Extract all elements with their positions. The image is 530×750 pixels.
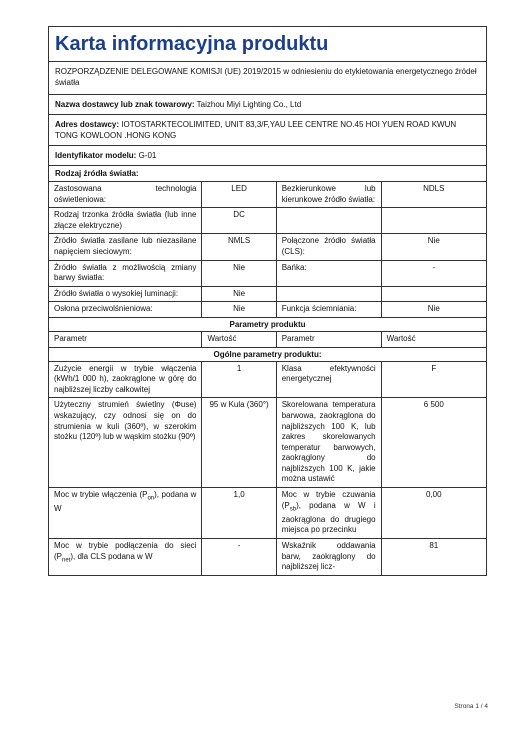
value-cell: F bbox=[381, 362, 486, 398]
address-value: IOTOSTARKTECOLIMITED, UNIT 83,3/F,YAU LEE CENTRE NO.45 HOI YUEN ROAD KWUN TONG KOWLOON .HONG KONG bbox=[55, 120, 457, 140]
column-header: Wartość bbox=[381, 332, 486, 347]
supplier-row bbox=[49, 95, 486, 115]
value-cell: Nie bbox=[202, 260, 276, 286]
model-value: G-01 bbox=[138, 151, 157, 160]
value-cell: DC bbox=[202, 208, 276, 234]
column-header: Parametr bbox=[49, 332, 202, 347]
supplier-value: Taizhou Miyi Lighting Co., Ltd bbox=[196, 100, 302, 109]
value-cell: 0,00 bbox=[381, 488, 486, 539]
address-label: Adres dostawcy: bbox=[55, 120, 120, 129]
value-cell: Nie bbox=[381, 302, 486, 317]
value-cell: 1 bbox=[202, 362, 276, 398]
value-cell: 1,0 bbox=[202, 488, 276, 539]
general-params-header: Ogólne parametry produktu: bbox=[49, 348, 486, 362]
value-cell: NDLS bbox=[381, 182, 486, 208]
table-row bbox=[49, 362, 486, 398]
param-cell: Wskaźnik oddawania barw, zaokrąglony do najbliższej licz- bbox=[276, 539, 381, 575]
supplier-label: Nazwa dostawcy lub znak towarowy: bbox=[55, 100, 195, 109]
table-row bbox=[49, 182, 486, 208]
value-cell: 81 bbox=[381, 539, 486, 575]
table-header-row bbox=[49, 332, 486, 347]
param-cell: Klasa efektywności energetycznej bbox=[276, 362, 381, 398]
param-cell: Źródło światła zasilane lub niezasilane napięciem sieciowym: bbox=[49, 234, 202, 260]
value-cell: Nie bbox=[202, 286, 276, 302]
model-row bbox=[49, 146, 486, 166]
param-cell: Funkcja ściemniania: bbox=[276, 302, 381, 317]
column-header: Wartość bbox=[202, 332, 276, 347]
column-header: Parametr bbox=[276, 332, 381, 347]
table-row bbox=[49, 208, 486, 234]
params-columns-table bbox=[49, 332, 486, 348]
param-cell: Zastosowana technologia oświetleniowa: bbox=[49, 182, 202, 208]
param-cell: Połączone źródło światła (CLS): bbox=[276, 234, 381, 260]
value-cell bbox=[381, 208, 486, 234]
table-row bbox=[49, 260, 486, 286]
address-row bbox=[49, 115, 486, 146]
table-row bbox=[49, 539, 486, 575]
param-cell bbox=[276, 286, 381, 302]
source-type-header: Rodzaj źródła światła: bbox=[49, 166, 486, 182]
param-cell: Źródło światła o wysokiej luminacji: bbox=[49, 286, 202, 302]
table-row bbox=[49, 488, 486, 539]
value-cell: Nie bbox=[381, 234, 486, 260]
source-type-table bbox=[49, 182, 486, 318]
general-params-table bbox=[49, 362, 486, 575]
param-cell: Użyteczny strumień świetlny (Φuse) wskazujący, czy odnosi się on do strumienia w kuli (360º), w szerokim stożku (120º) lub w wąskim stożku (90º) bbox=[49, 398, 202, 488]
param-cell: Rodzaj trzonka źródła światła (lub inne złącze elektryczne) bbox=[49, 208, 202, 234]
param-cell: Moc w trybie podłączenia do sieci $(P_{net})$, dla CLS podana w W bbox=[49, 539, 202, 575]
value-cell: 95 w Kula (360°) bbox=[202, 398, 276, 488]
value-cell: - bbox=[202, 539, 276, 575]
value-cell: Nie bbox=[202, 302, 276, 317]
table-row bbox=[49, 234, 486, 260]
value-cell: LED bbox=[202, 182, 276, 208]
param-cell: Moc w trybie czuwania $(P_{sb})$, podana w W i zaokrąglona do drugiego miejsca po przecinku bbox=[276, 488, 381, 539]
param-cell bbox=[276, 208, 381, 234]
param-cell: Bezkierunkowe lub kierunkowe źródło światła: bbox=[276, 182, 381, 208]
value-cell bbox=[381, 286, 486, 302]
value-cell: - bbox=[381, 260, 486, 286]
table-row bbox=[49, 398, 486, 488]
model-label: Identyfikator modelu: bbox=[55, 151, 137, 160]
param-cell: Źródło światła z możliwością zmiany barwy światła: bbox=[49, 260, 202, 286]
params-header: Parametry produktu bbox=[49, 318, 486, 332]
value-cell: 6 500 bbox=[381, 398, 486, 488]
param-cell: Bańka: bbox=[276, 260, 381, 286]
param-cell: Zużycie energii w trybie włączenia (kWh/1 000 h), zaokrąglone w górę do najbliższej liczby całkowitej bbox=[49, 362, 202, 398]
table-row bbox=[49, 302, 486, 317]
param-cell: Moc w trybie włączenia $(P_{on})$, podana w W bbox=[49, 488, 202, 539]
table-row bbox=[49, 286, 486, 302]
param-cell: Osłona przeciwolśnieniowa: bbox=[49, 302, 202, 317]
page-number: Strona 1 / 4 bbox=[454, 703, 488, 710]
product-info-sheet bbox=[48, 26, 487, 576]
param-cell: Skorelowana temperatura barwowa, zaokrąglona do najbliższych 100 K, lub zakres skorelowanych temperatur barwowych, zaokrąglony do najbliższych 100 K, jakie można ustawić bbox=[276, 398, 381, 488]
page-title: Karta informacyjna produktu bbox=[49, 27, 486, 62]
value-cell: NMLS bbox=[202, 234, 276, 260]
regulation-text: ROZPORZĄDZENIE DELEGOWANE KOMISJI (UE) 2019/2015 w odniesieniu do etykietowania energetycznego źródeł światła bbox=[49, 62, 486, 95]
